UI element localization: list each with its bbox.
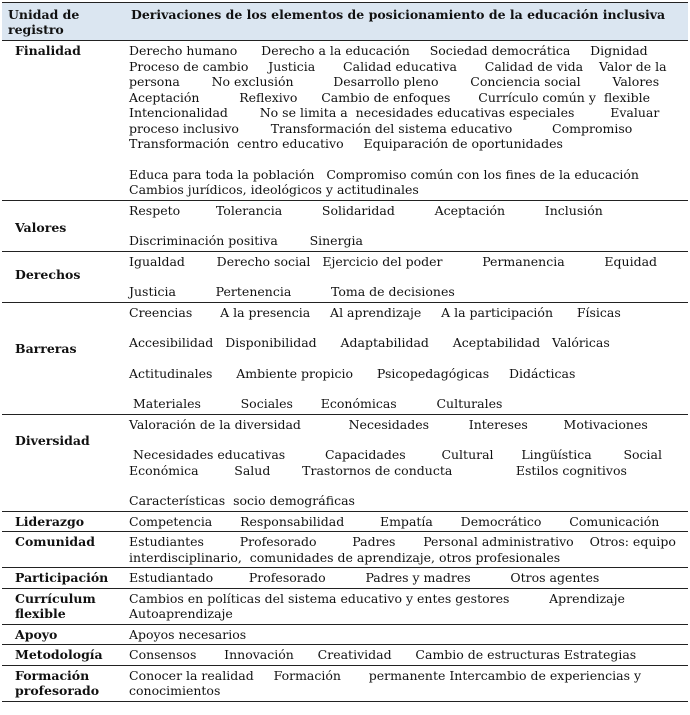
terms-line: Derecho humano Derecho a la educación Sociedad democrática Dignidad	[129, 43, 648, 58]
row-category: Barreras	[2, 302, 125, 414]
terms-line: Accesibilidad Disponibilidad Adaptabilidad Aceptabilidad Valóricas	[129, 335, 610, 350]
row-terms	[125, 624, 688, 645]
terms-line: Justicia Pertenencia Toma de decisiones	[129, 284, 455, 299]
row-terms	[125, 645, 688, 666]
table-row	[2, 200, 688, 251]
row-category: Formación profesorado	[2, 665, 125, 701]
terms-line: Aceptación Reflexivo Cambio de enfoques Currículo común y flexible	[129, 89, 651, 105]
row-terms	[125, 568, 688, 589]
terms-line: interdisciplinario, comunidades de aprendizaje, otros profesionales	[129, 549, 561, 565]
row-terms	[125, 511, 688, 532]
terms-line: Autoaprendizaje	[129, 606, 233, 621]
terms-line: Transformación centro educativo Equiparación de oportunidades	[129, 136, 563, 151]
line-spacer	[129, 269, 684, 284]
terms-line: Consensos Innovación Creatividad Cambio de estructuras Estrategias	[129, 647, 637, 662]
terms-line: Económica Salud Trastornos de conducta Estilos cognitivos	[129, 462, 627, 478]
terms-line: Necesidades educativas Capacidades Cultural Lingüística Social	[129, 447, 662, 462]
terms-line: Respeto Tolerancia Solidaridad Aceptación Inclusión	[129, 202, 603, 218]
line-spacer	[129, 381, 684, 396]
terms-line: Características socio demográficas	[129, 493, 355, 508]
row-category: Currículum flexible	[2, 588, 125, 624]
line-spacer	[129, 218, 684, 233]
row-category: Derechos	[2, 251, 125, 302]
row-category: Finalidad	[2, 41, 125, 201]
terms-line: conocimientos	[129, 683, 221, 698]
terms-line: persona No exclusión Desarrollo pleno Conciencia social Valores	[129, 74, 660, 89]
line-spacer	[129, 478, 684, 493]
terms-line: Competencia Responsabilidad Empatía Democrático Comunicación	[129, 513, 660, 529]
line-spacer	[129, 320, 684, 335]
terms-line: Materiales Sociales Económicas Culturales	[129, 396, 503, 411]
terms-line: Cambios en políticas del sistema educativo y entes gestores Aprendizaje	[129, 590, 625, 606]
table-row	[2, 511, 688, 532]
terms-line: Intencionalidad No se limita a necesidades educativas especiales Evaluar	[129, 105, 660, 120]
row-category: Participación	[2, 568, 125, 589]
terms-line: Estudiantes Profesorado Padres Personal administrativo Otros: equipo	[129, 534, 676, 549]
table-row	[2, 588, 688, 624]
row-terms	[125, 200, 688, 251]
terms-line: Igualdad Derecho social Ejercicio del poder Permanencia Equidad	[129, 253, 658, 269]
line-spacer	[129, 152, 684, 167]
line-spacer	[129, 351, 684, 366]
registration-units-table	[2, 2, 688, 702]
row-category: Apoyo	[2, 624, 125, 645]
table-row	[2, 41, 688, 201]
row-terms	[125, 532, 688, 568]
terms-line: Estudiantado Profesorado Padres y madres Otros agentes	[129, 570, 600, 585]
table-row	[2, 645, 688, 666]
row-category: Liderazgo	[2, 511, 125, 532]
table-body	[2, 41, 688, 702]
header-unidad-de-registro: Unidad de registro	[2, 3, 125, 41]
terms-line: Proceso de cambio Justicia Calidad educativa Calidad de vida Valor de la	[129, 58, 667, 74]
row-category: Diversidad	[2, 414, 125, 511]
row-category: Valores	[2, 200, 125, 251]
table-header-row	[2, 3, 688, 41]
terms-line: Conocer la realidad Formación permanente Intercambio de experiencias y	[129, 667, 642, 683]
table-row	[2, 624, 688, 645]
terms-line: Actitudinales Ambiente propicio Psicopedagógicas Didácticas	[129, 365, 576, 381]
row-terms	[125, 414, 688, 511]
row-category: Comunidad	[2, 532, 125, 568]
table-row	[2, 302, 688, 414]
table-row	[2, 251, 688, 302]
table-row	[2, 532, 688, 568]
row-terms	[125, 302, 688, 414]
terms-line: Educa para toda la población Compromiso común con los fines de la educación	[129, 166, 639, 182]
row-terms	[125, 251, 688, 302]
table-row	[2, 568, 688, 589]
table-row	[2, 414, 688, 511]
terms-line: Cambios jurídicos, ideológicos y actitudinales	[129, 182, 419, 197]
terms-line: Creencias A la presencia Al aprendizaje A la participación Físicas	[129, 304, 621, 320]
row-terms	[125, 588, 688, 624]
terms-line: Valoración de la diversidad Necesidades Intereses Motivaciones	[129, 416, 648, 432]
terms-line: proceso inclusivo Transformación del sistema educativo Compromiso	[129, 120, 633, 136]
terms-line: Discriminación positiva Sinergia	[129, 233, 364, 248]
row-terms	[125, 41, 688, 201]
table-row	[2, 665, 688, 701]
terms-line: Apoyos necesarios	[129, 626, 247, 642]
line-spacer	[129, 432, 684, 447]
row-category: Metodología	[2, 645, 125, 666]
header-derivaciones: Derivaciones de los elementos de posicionamiento de la educación inclusiva	[125, 3, 688, 41]
row-terms	[125, 665, 688, 701]
